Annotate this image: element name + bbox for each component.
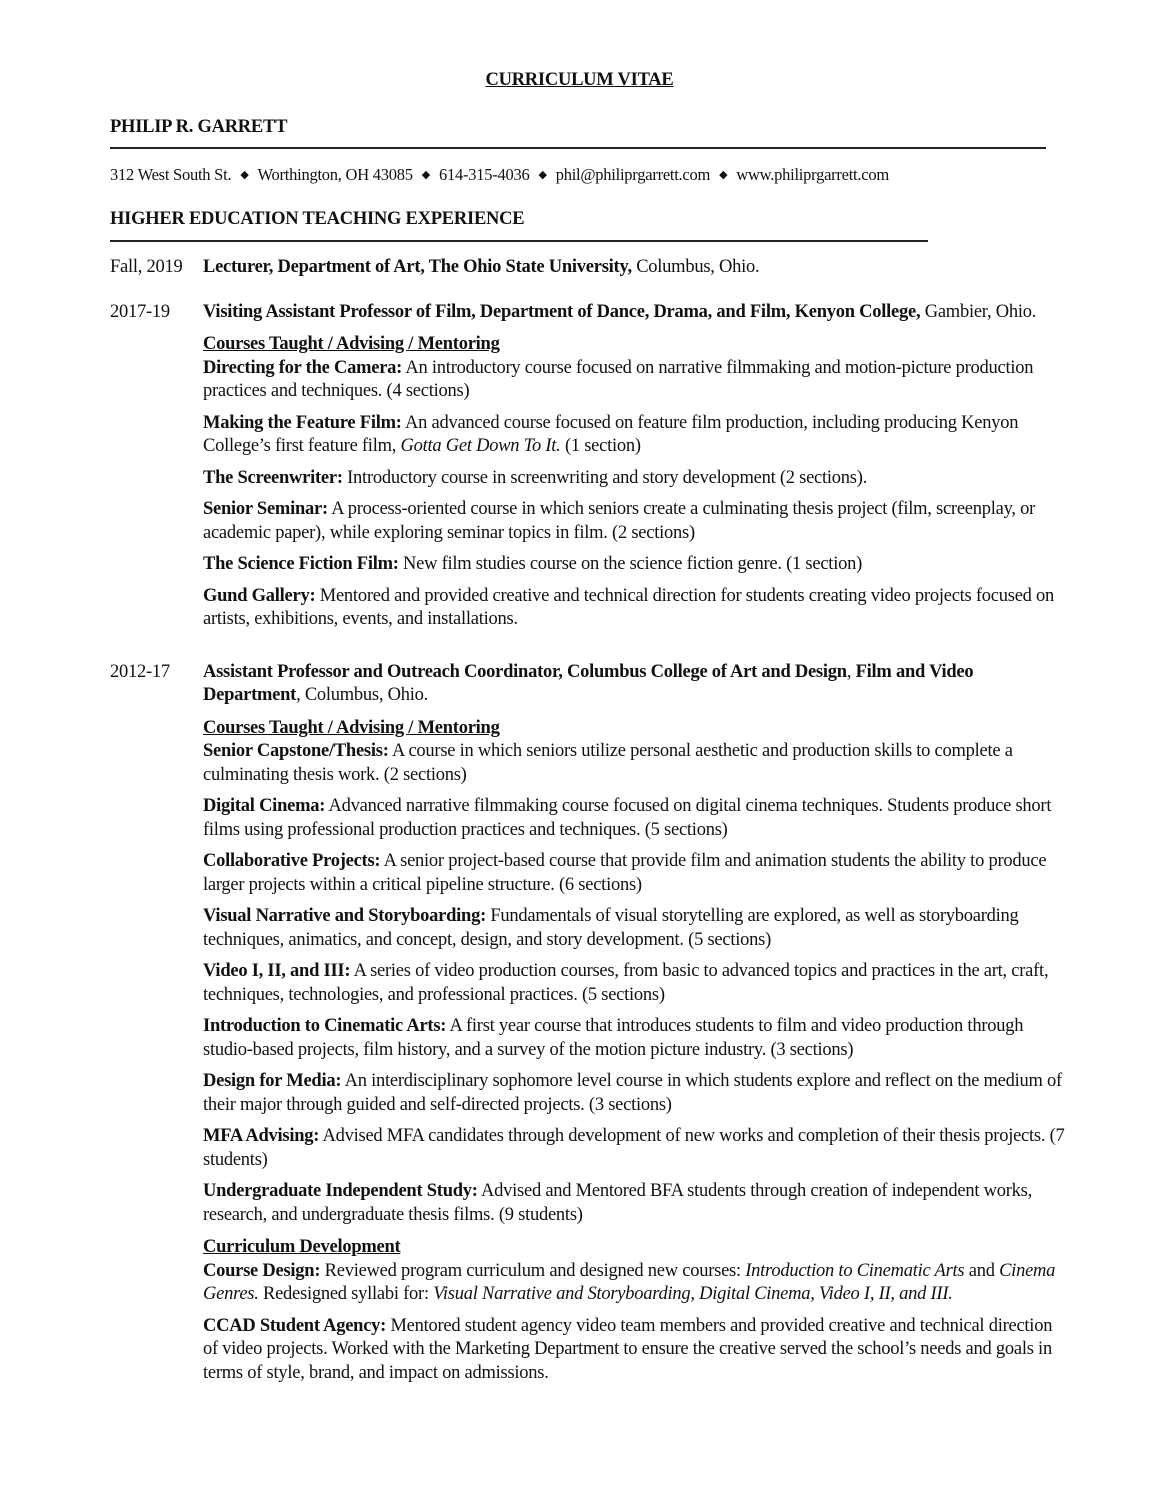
text: , [846,661,856,682]
bold-text: Design for Media: [203,1071,342,1091]
course-item [203,1125,1070,1172]
experience-entry [110,256,1070,280]
person-name: PHILIP R. GARRETT [110,117,288,137]
bold-text: Senior Seminar: [203,499,328,519]
course-item [203,1315,1070,1386]
italic-text: Introduction to Cinematic Arts [745,1260,965,1281]
contact-item: 312 West South St. [110,165,232,184]
experience-list [110,256,1070,1414]
experience-entry [110,661,1070,1394]
text: (1 section) [560,436,641,456]
entry-body [203,661,1070,1394]
document-title: CURRICULUM VITAE [485,70,674,90]
contact-item: 614-315-4036 [438,165,530,184]
bold-text: The Screenwriter: [203,467,343,488]
bold-text: Assistant Professor and Outreach Coordinator, Columbus College of Art and Design [203,661,847,682]
bold-text: Gund Gallery: [203,585,316,606]
entry-body [203,301,1070,640]
bold-text: The Science Fiction Film: [203,554,399,574]
course-item [203,960,1070,1007]
entry-date: Fall, 2019 [110,257,183,277]
entry-heading [203,661,1070,708]
course-item [203,1260,1070,1307]
course-item [203,905,1070,952]
text: Mentored and provided creative and technical direction for students creating video projects focused on artists, exhibitions, events, and installations. [203,585,1055,629]
section-divider [110,240,928,242]
text: An introductory course focused on narrative filmmaking and motion-picture production practices and techniques. (4 sections) [203,357,1034,401]
course-item [203,585,1070,632]
text: Mentored student agency video team members and provided creative and technical direction of video projects. Worked with the Marketing Department to ensure the creative served the school’s needs and goals in terms of style, brand, and impact on admissions. [203,1315,1053,1383]
subsection-heading: Courses Taught / Advising / Mentoring [203,334,500,354]
experience-entry [110,301,1070,640]
bold-text: Visiting Assistant Professor of Film, Department of Dance, Drama, and Film, Kenyon College, [203,301,921,322]
course-item [203,1015,1070,1062]
text: and [964,1260,1000,1281]
text: Columbus, Ohio. [631,257,760,277]
text: New film studies course on the science fiction genre. (1 section) [398,554,862,574]
bold-text: Lecturer, Department of Art, The Ohio State University, [203,257,632,277]
bold-text: Film and Video Department [203,661,974,705]
subsection-heading: Curriculum Development [203,1237,401,1257]
italic-text: Visual Narrative and Storyboarding, Digital Cinema, Video I, II, and III. [433,1284,953,1304]
bold-text: Video I, II, and III: [203,961,351,981]
entry-date: 2012-17 [110,661,170,682]
course-item [203,1070,1070,1117]
bold-text: Visual Narrative and Storyboarding: [203,906,486,926]
contact-item: phil@philiprgarrett.com [555,165,711,184]
italic-text: Gotta Get Down To It. [400,436,561,456]
text: A senior project-based course that provide film and animation students the ability to produce larger projects within a critical pipeline structure. (6 sections) [203,851,1047,895]
bold-text: Digital Cinema: [203,796,326,816]
text: Advised and Mentored BFA students through creation of independent works, research, and undergraduate thesis films. (9 students) [203,1181,1032,1225]
entry-body [203,256,1070,280]
bold-text: Senior Capstone/Thesis: [203,741,389,761]
text: Advised MFA candidates through development of new works and completion of their thesis projects. (7 students) [203,1126,1065,1170]
course-item [203,498,1070,545]
text: A process-oriented course in which seniors create a culminating thesis project (film, screenplay, or academic paper), while exploring seminar topics in film. (2 sections) [203,499,1036,543]
diamond-separator-icon: ◆ [719,169,728,181]
text: An advanced course focused on feature film production, including producing Kenyon College’s first feature film, [203,412,1019,456]
course-item [203,467,1070,491]
text: Fundamentals of visual storytelling are explored, as well as storyboarding techniques, animatics, and concept, design, and story development. (5 sections) [203,906,1019,950]
bold-text: Undergraduate Independent Study: [203,1181,478,1201]
bold-text: Collaborative Projects: [203,851,381,871]
entry-heading [203,256,1070,280]
entry-heading [203,301,1070,325]
course-item [203,1180,1070,1227]
contact-line [110,165,889,185]
text: A first year course that introduces students to film and video production through studio-based projects, film history, and a survey of the motion picture industry. (3 sections) [203,1016,1024,1060]
bold-text: CCAD Student Agency: [203,1315,387,1336]
bold-text: MFA Advising: [203,1126,320,1146]
course-item [203,412,1070,459]
bold-text: Introduction to Cinematic Arts: [203,1016,447,1036]
course-item [203,850,1070,897]
text: An interdisciplinary sophomore level course in which students explore and reflect on the medium of their major through guided and self-directed projects. (3 sections) [203,1071,1062,1115]
name-divider [110,147,1046,149]
text: Introductory course in screenwriting and story development (2 sections). [342,467,868,488]
text: A series of video production courses, from basic to advanced topics and practices in the art, craft, techniques, technologies, and professional practices. (5 sections) [203,961,1049,1005]
course-item [203,357,1070,404]
text: Gambier, Ohio. [920,301,1037,322]
entry-date: 2017-19 [110,301,170,322]
text: Advanced narrative filmmaking course focused on digital cinema techniques. Students produce short films using professional production practices and techniques. (5 sections) [203,796,1052,840]
text: , Columbus, Ohio. [296,685,429,705]
course-item [203,553,1070,577]
diamond-separator-icon: ◆ [538,169,547,181]
course-item [203,740,1070,787]
diamond-separator-icon: ◆ [240,169,249,181]
contact-item: www.philiprgarrett.com [736,165,889,184]
subsection-heading: Courses Taught / Advising / Mentoring [203,717,500,738]
contact-item: Worthington, OH 43085 [257,165,413,184]
diamond-separator-icon: ◆ [421,169,430,181]
section-heading: HIGHER EDUCATION TEACHING EXPERIENCE [110,209,525,229]
text: Reviewed program curriculum and designed new courses: [320,1260,746,1281]
bold-text: Course Design: [203,1260,321,1281]
course-item [203,795,1070,842]
bold-text: Making the Feature Film: [203,412,402,433]
italic-text: Cinema Genres. [203,1260,1056,1304]
bold-text: Directing for the Camera: [203,357,403,378]
text: Redesigned syllabi for: [258,1284,434,1304]
text: A course in which seniors utilize personal aesthetic and production skills to complete a culminating thesis work. (2 sections) [203,741,1013,785]
